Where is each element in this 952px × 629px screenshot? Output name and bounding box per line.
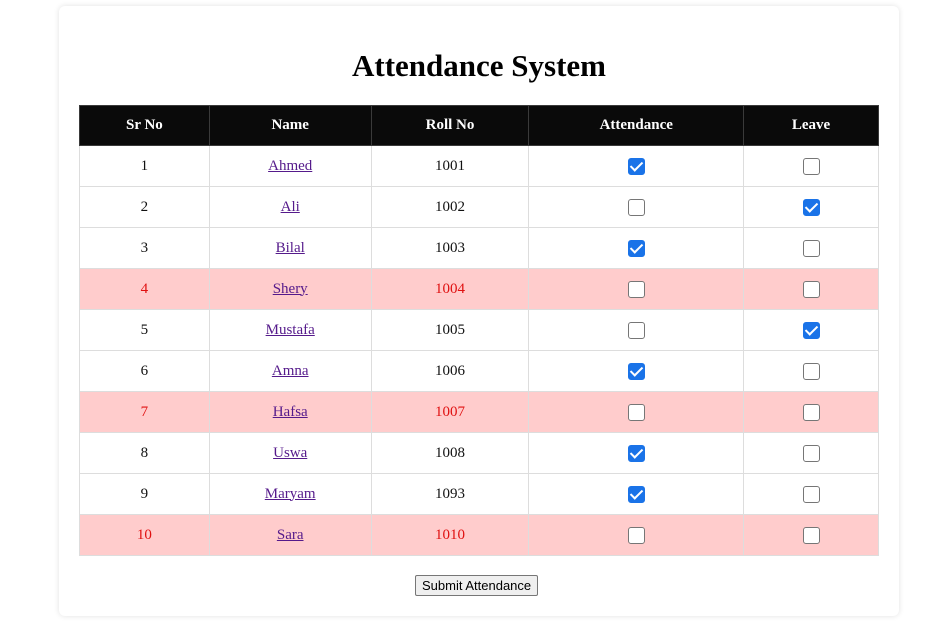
cell-name	[209, 146, 371, 187]
cell-leave	[744, 269, 879, 310]
table-row	[80, 515, 879, 556]
table-row	[80, 146, 879, 187]
cell-sr-no: 2	[80, 187, 210, 228]
cell-sr-no: 8	[80, 433, 210, 474]
leave-checkbox[interactable]	[803, 281, 820, 298]
attendance-checkbox[interactable]	[628, 363, 645, 380]
cell-attendance	[529, 187, 744, 228]
cell-name	[209, 351, 371, 392]
cell-leave	[744, 187, 879, 228]
cell-roll-no: 1010	[371, 515, 529, 556]
leave-checkbox[interactable]	[803, 322, 820, 339]
leave-checkbox[interactable]	[803, 158, 820, 175]
cell-leave	[744, 392, 879, 433]
cell-name	[209, 310, 371, 351]
cell-attendance	[529, 146, 744, 187]
header-attendance: Attendance	[529, 106, 744, 146]
leave-checkbox[interactable]	[803, 445, 820, 462]
cell-roll-no: 1001	[371, 146, 529, 187]
student-name-link[interactable]: Sara	[276, 526, 304, 543]
cell-leave	[744, 146, 879, 187]
cell-leave	[744, 228, 879, 269]
table-row	[80, 351, 879, 392]
student-name-link[interactable]: Maryam	[264, 485, 316, 502]
cell-sr-no: 1	[80, 146, 210, 187]
cell-leave	[744, 433, 879, 474]
student-name-link[interactable]: Uswa	[273, 444, 308, 461]
cell-attendance	[529, 310, 744, 351]
header-sr-no: Sr No	[80, 106, 210, 146]
student-name-link[interactable]: Ali	[280, 198, 300, 215]
attendance-card	[59, 6, 899, 616]
table-row	[80, 392, 879, 433]
cell-attendance	[529, 515, 744, 556]
table-row	[80, 433, 879, 474]
cell-sr-no: 6	[80, 351, 210, 392]
header-leave: Leave	[744, 106, 879, 146]
student-name-link[interactable]: Amna	[271, 362, 309, 379]
cell-roll-no: 1007	[371, 392, 529, 433]
student-name-link[interactable]: Bilal	[275, 239, 305, 256]
cell-name	[209, 433, 371, 474]
cell-leave	[744, 515, 879, 556]
cell-leave	[744, 310, 879, 351]
leave-checkbox[interactable]	[803, 240, 820, 257]
cell-attendance	[529, 392, 744, 433]
submit-attendance-button[interactable]: Submit Attendance	[415, 575, 538, 596]
leave-checkbox[interactable]	[803, 404, 820, 421]
cell-sr-no: 3	[80, 228, 210, 269]
cell-attendance	[529, 228, 744, 269]
cell-leave	[744, 351, 879, 392]
cell-leave	[744, 474, 879, 515]
attendance-checkbox[interactable]	[628, 158, 645, 175]
student-name-link[interactable]: Ahmed	[268, 157, 313, 174]
table-row	[80, 310, 879, 351]
cell-name	[209, 515, 371, 556]
cell-roll-no: 1004	[371, 269, 529, 310]
cell-roll-no: 1093	[371, 474, 529, 515]
cell-roll-no: 1008	[371, 433, 529, 474]
attendance-checkbox[interactable]	[628, 527, 645, 544]
page-title: Attendance System	[352, 48, 606, 83]
leave-checkbox[interactable]	[803, 199, 820, 216]
header-name: Name	[209, 106, 371, 146]
cell-attendance	[529, 433, 744, 474]
student-name-link[interactable]: Hafsa	[272, 403, 308, 420]
cell-roll-no: 1003	[371, 228, 529, 269]
cell-roll-no: 1002	[371, 187, 529, 228]
attendance-checkbox[interactable]	[628, 445, 645, 462]
attendance-checkbox[interactable]	[628, 322, 645, 339]
cell-name	[209, 269, 371, 310]
cell-name	[209, 187, 371, 228]
attendance-checkbox[interactable]	[628, 199, 645, 216]
attendance-checkbox[interactable]	[628, 240, 645, 257]
cell-roll-no: 1006	[371, 351, 529, 392]
table-row	[80, 228, 879, 269]
attendance-checkbox[interactable]	[628, 404, 645, 421]
cell-sr-no: 9	[80, 474, 210, 515]
cell-name	[209, 228, 371, 269]
table-row	[80, 187, 879, 228]
leave-checkbox[interactable]	[803, 527, 820, 544]
leave-checkbox[interactable]	[803, 363, 820, 380]
cell-roll-no: 1005	[371, 310, 529, 351]
table-header-row	[80, 106, 879, 146]
cell-sr-no: 10	[80, 515, 210, 556]
table-row	[80, 474, 879, 515]
cell-name	[209, 392, 371, 433]
cell-sr-no: 4	[80, 269, 210, 310]
attendance-checkbox[interactable]	[628, 486, 645, 503]
student-name-link[interactable]: Shery	[272, 280, 308, 297]
cell-sr-no: 7	[80, 392, 210, 433]
cell-attendance	[529, 351, 744, 392]
table-row	[80, 269, 879, 310]
attendance-checkbox[interactable]	[628, 281, 645, 298]
leave-checkbox[interactable]	[803, 486, 820, 503]
student-name-link[interactable]: Mustafa	[265, 321, 315, 338]
cell-name	[209, 474, 371, 515]
header-roll-no: Roll No	[371, 106, 529, 146]
cell-sr-no: 5	[80, 310, 210, 351]
cell-attendance	[529, 269, 744, 310]
cell-attendance	[529, 474, 744, 515]
attendance-table	[79, 105, 879, 556]
